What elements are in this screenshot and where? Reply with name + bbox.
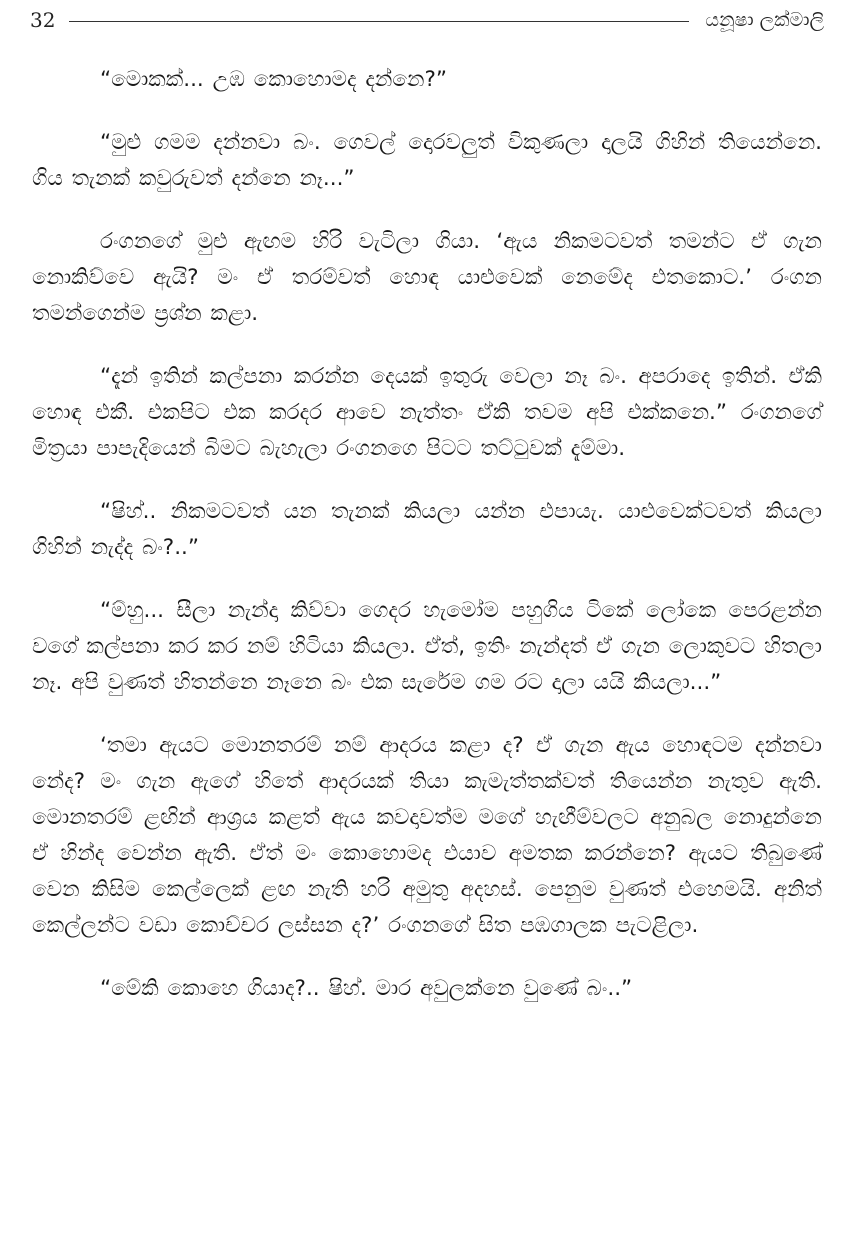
paragraph: “ෂිහ්.. නිකමටවත් යන තැනක් කියලා යන්න එපායැ. යාළුවෙක්ටවත් කියලා ගිහින් නැද්ද බං?..”	[32, 499, 822, 560]
paragraph: “දැන් ඉතින් කල්පනා කරන්න දෙයක් ඉතුරු වෙලා නෑ බං. අපරාදෙ ඉතින්. ඒකි හොඳ එකී. එකපිට එක කරදර ආවෙ නැත්තං ඒකි තවම අපි එක්කනෙ.” රංගනගේ මිත්‍රයා පාපැදියෙන් බිමට බැහැලා රංගනගෙ පිටට තට්ටුවක් දැම්මා.	[32, 364, 822, 461]
page-header	[30, 4, 824, 36]
header-divider	[69, 21, 689, 22]
paragraph: ‘තමා ඇයට මොනතරම් නම් ආදරය කළා ද? ඒ ගැන ඇය හොඳටම දන්නවා නේද? මං ගැන ඇගේ හිතේ ආදරයක් තියා කැමැත්තක්වත් තියෙන්න නැතුව ඇති. මොනතරම් ළඟින් ආශ්‍රය කළත් ඇය කවදාවත්ම මගේ හැඟීම්වලට අනුබල නොදුන්නෙ ඒ හින්ද වෙන්න ඇති. ඒත් මං කොහොමද එයාව අමතක කරන්නෙ? ඇයට තිබුණේ වෙන කිසිම කෙල්ලෙක් ළඟ නැති හරි අමුතු අදහස්. පෙනුම වුණත් එහෙමයි. අනිත් කෙල්ලන්ට වඩා කොච්චර ලස්සන ද?’ රංගනගේ සිත පඹගාලක පැටළිලා.	[32, 733, 822, 938]
running-title-author: යනූෂා ලක්මාලි	[705, 9, 824, 31]
paragraph: “මේකි කොහෙ ගියාද?.. ෂිහ්. මාර අවුලක්නෙ වුණේ බං..”	[100, 976, 633, 1001]
page-number: 32	[30, 8, 56, 32]
paragraph: “මුළු ගමම දන්නවා බං. ගෙවල් දොරවලුත් විකුණලා දාලයි ගිහින් තියෙන්නෙ. ගිය තැනක් කවුරුවත් දන්නෙ නෑ...”	[32, 130, 822, 191]
paragraph: රංගනගේ මුළු ඇඟම හිරි වැටිලා ගියා. ‘ඇය නිකමටවත් තමන්ට ඒ ගැන නොකිව්වෙ ඇයි? මං ඒ තරම්වත් හොඳ යාළුවෙක් නෙමේද එතකොට.’ රංගන තමන්ගෙන්ම ප්‍රශ්න කළා.	[32, 229, 822, 326]
paragraph: “මොකක්... උඹ කොහොමද දන්නෙ?”	[100, 67, 448, 92]
page-body	[32, 62, 822, 1007]
paragraph: “ම්හු... සීලා නැන්දා කිව්වා ගෙදර හැමෝම පහුගිය ටිකේ ලෝකෙ පෙරළන්න වගේ කල්පනා කර කර නම් හිටියා කියලා. ඒත්, ඉතිං නැන්දත් ඒ ගැන ලොකුවට හිතලා නෑ. අපි වුණත් හිතන්නෙ නෑනෙ බං එක සැරේම ගම රට දාලා යයි කියලා...”	[32, 598, 822, 695]
